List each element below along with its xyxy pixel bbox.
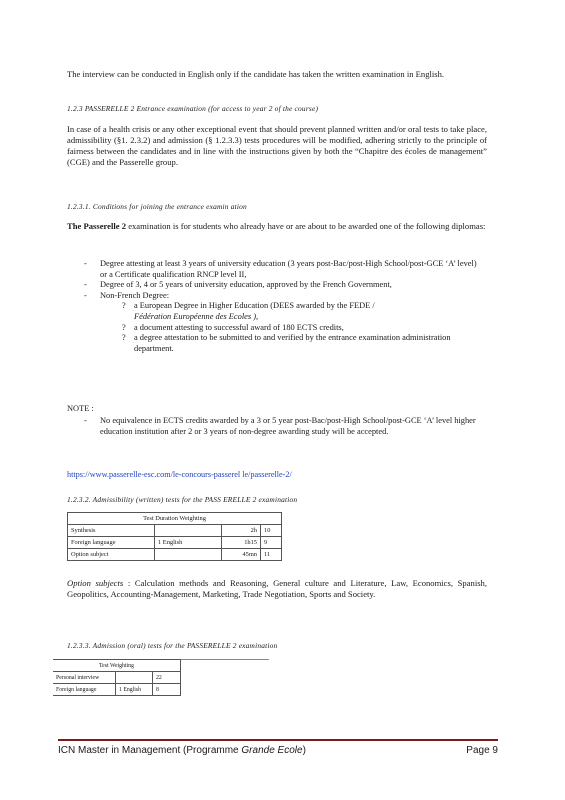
table-header-row (68, 513, 282, 525)
list-item (84, 416, 484, 437)
list-item-text: Degree attesting at least 3 years of university education (3 years post-Bac/post-High School/post-GCE ‘A’ level) or a Certificate qualification RNCP level II, (100, 259, 477, 279)
table-cell-weight: 8 (153, 684, 181, 696)
table-row (53, 684, 181, 696)
sub-list-item-text: a degree attestation to be submitted to and verified by the entrance examination administration department. (134, 333, 451, 353)
table-cell-weight: 11 (261, 549, 282, 561)
question-bullet: ? (122, 301, 126, 311)
question-bullet: ? (122, 333, 126, 343)
dash-bullet: - (84, 416, 87, 425)
footer-title (58, 745, 306, 756)
section-heading-1-2-3-1: 1.2.3.1. Conditions for joining the entrance examin ation (67, 202, 247, 211)
table-header-row (53, 660, 181, 672)
passerelle-intro-text: examination is for students who already have or are about to be awarded one of the following diplomas: (126, 221, 486, 231)
page-number: Page 9 (466, 745, 498, 756)
table-top-rule (181, 659, 269, 660)
option-subjects-paragraph (67, 578, 487, 600)
admission-table (53, 659, 181, 696)
table-cell-duration: 1h15 (222, 537, 261, 549)
table-cell-weight: 22 (153, 672, 181, 684)
option-subjects-text: : Calculation methods and Reasoning, General culture and Literature, Law, Economics, Spanish, Geopolitics, Accounting-Management, Marketing, Trade Negotiation, Sports and Society. (67, 578, 487, 599)
table-cell-weight: 9 (261, 537, 282, 549)
passerelle-intro-bold: The Passerelle 2 (67, 221, 127, 231)
table-cell-test: Option subject (68, 549, 155, 561)
section-heading-1-2-3-2: 1.2.3.2. Admissibility (written) tests for the PASS ERELLE 2 examination (67, 495, 298, 504)
dash-bullet: - (84, 290, 87, 300)
table-row (68, 537, 282, 549)
table-header: Test Duration Weighting (68, 513, 282, 525)
list-item-text: Degree of 3, 4 or 5 years of university education, approved by the French Government, (100, 280, 392, 290)
list-item (84, 259, 484, 280)
diploma-list (84, 259, 484, 354)
table-cell-lang: 1 English (116, 684, 153, 696)
sub-list-item-text: a document attesting to successful award of 180 ECTS credits, (134, 322, 344, 332)
table-cell-lang (155, 525, 222, 537)
passerelle-intro (67, 221, 487, 232)
table-cell-weight: 10 (261, 525, 282, 537)
sub-list-item-italic: Fédération Européenne des Ecoles ), (134, 311, 259, 321)
page-footer (58, 745, 498, 756)
option-subjects-label: Option subjects (67, 578, 124, 588)
sub-list-item (122, 301, 484, 322)
sub-list-item (122, 333, 484, 354)
question-bullet: ? (122, 322, 126, 332)
health-crisis-paragraph: In case of a health crisis or any other exceptional event that should prevent planned written and/or oral tests to take place, admissibility (§1. 2.3.2) and admission (§ 1.2.3.3) tests procedures will be modified, adhering strictly to the principle of fairness between the candidates and in line with the instructions given by both the “Chapitre des écoles de management” (CGE) and the Passerelle group. (67, 124, 487, 167)
section-heading-1-2-3: 1.2.3 PASSERELLE 2 Entrance examination (for access to year 2 of the course) (67, 104, 319, 113)
note-list (84, 416, 484, 437)
section-heading-1-2-3-3: 1.2.3.3. Admission (oral) tests for the PASSERELLE 2 examination (67, 641, 278, 650)
note-text: No equivalence in ECTS credits awarded by a 3 or 5 year post-Bac/post-High School/post-GCE ‘A’ level higher education institution after 2 or 3 years of non-degree awarding study will be accepted. (100, 416, 476, 436)
table-cell-test: Foreign language (53, 684, 116, 696)
note-label: NOTE : (67, 404, 94, 413)
footer-title-suffix: ) (302, 745, 306, 756)
interview-paragraph: The interview can be conducted in English only if the candidate has taken the written examination in English. (67, 69, 445, 79)
table-cell-duration: 45mn (222, 549, 261, 561)
table-cell-lang: 1 English (155, 537, 222, 549)
table-header: Test Weighting (53, 660, 181, 672)
list-item-text: Non-French Degree: (100, 290, 170, 300)
table-row (68, 525, 282, 537)
table-row (68, 549, 282, 561)
table-cell-test: Foreign language (68, 537, 155, 549)
footer-rule (58, 739, 498, 741)
table-cell-duration: 2h (222, 525, 261, 537)
dash-bullet: - (84, 280, 87, 290)
list-item (84, 291, 484, 355)
sub-list (100, 301, 484, 354)
sub-list-item-text: a European Degree in Higher Education (DEES awarded by the FEDE / (134, 301, 375, 311)
list-item (84, 280, 484, 291)
table-cell-test: Synthesis (68, 525, 155, 537)
table-cell-lang (116, 672, 153, 684)
table-row (53, 672, 181, 684)
table-cell-test: Personal interview (53, 672, 116, 684)
footer-title-italic: Grande Ecole (241, 745, 303, 756)
table-cell-lang (155, 549, 222, 561)
dash-bullet: - (84, 259, 87, 268)
footer-title-prefix: ICN Master in Management (Programme (58, 745, 242, 756)
passerelle-link[interactable]: https://www.passerelle-esc.com/le-concours-passerel le/passerelle-2/ (67, 470, 292, 479)
sub-list-item (122, 323, 484, 334)
admissibility-table (67, 512, 282, 561)
